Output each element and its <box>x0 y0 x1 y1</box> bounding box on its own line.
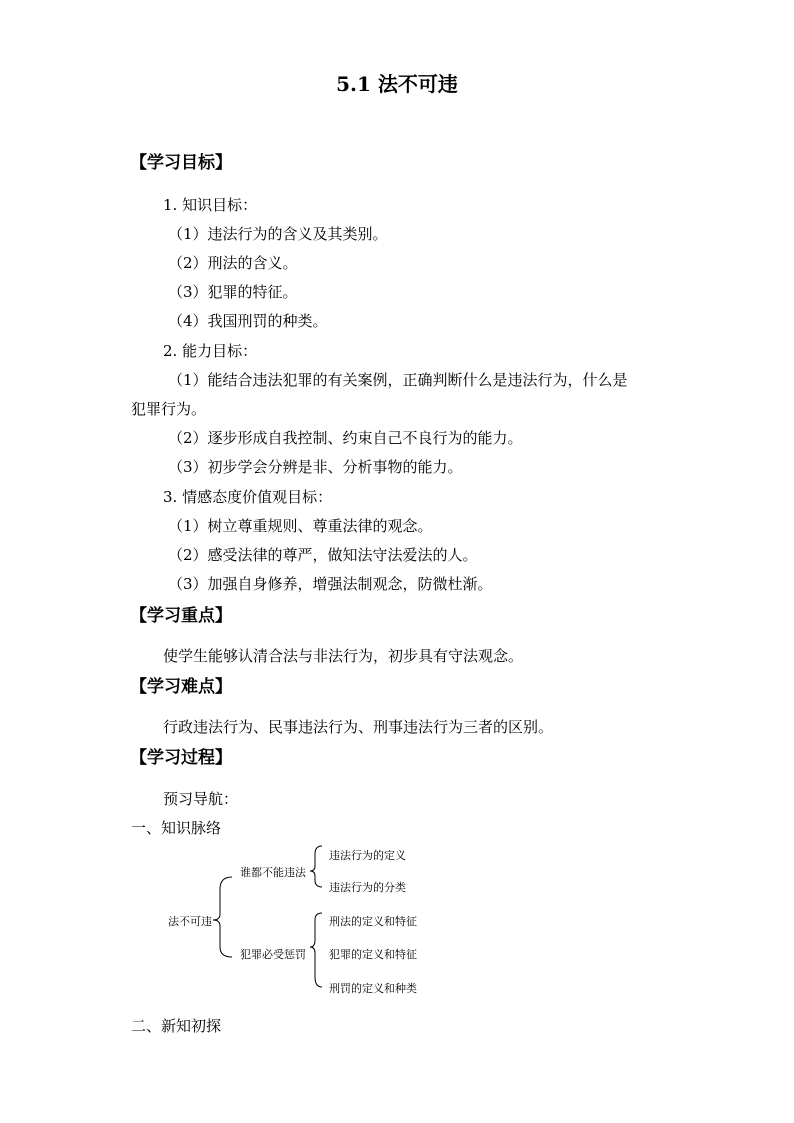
ability-objective-item: （2）逐步形成自我控制、约束自己不良行为的能力。 <box>168 429 523 447</box>
brace-root <box>213 877 232 957</box>
diagram-leaf-node: 刑法的定义和特征 <box>329 915 417 928</box>
preview-guide-label: 预习导航： <box>163 790 239 808</box>
knowledge-outline-diagram <box>0 840 794 1010</box>
page-title: 5.1 法不可违 <box>336 72 458 96</box>
knowledge-objective-item: （3）犯罪的特征。 <box>168 283 298 301</box>
diagram-root-node: 法不可违 <box>168 915 212 928</box>
knowledge-objective-item: （2）刑法的含义。 <box>168 254 298 272</box>
ability-objective-item: （3）初步学会分辨是非、分析事物的能力。 <box>168 458 463 476</box>
emotion-objective-title: 3. 情感态度价值观目标： <box>163 488 333 506</box>
emotion-objective-item: （2）感受法律的尊严，做知法守法爱法的人。 <box>168 546 478 564</box>
section-heading-key-points: 【学习重点】 <box>130 606 232 626</box>
diagram-branch-node: 谁都不能违法 <box>240 866 306 879</box>
brace-branch2 <box>310 913 322 987</box>
section-heading-process: 【学习过程】 <box>130 748 232 768</box>
section-heading-difficulties: 【学习难点】 <box>130 677 232 697</box>
key-points-text: 使学生能够认清合法与非法行为，初步具有守法观念。 <box>163 647 524 665</box>
diagram-leaf-node: 刑罚的定义和种类 <box>329 982 417 995</box>
knowledge-objective-title: 1. 知识目标： <box>163 196 258 214</box>
diagram-leaf-node: 违法行为的定义 <box>329 849 406 862</box>
knowledge-objective-item: （1）违法行为的含义及其类别。 <box>168 225 388 243</box>
ability-objective-title: 2. 能力目标： <box>163 342 258 360</box>
new-knowledge-heading: 二、新知初探 <box>131 1017 222 1035</box>
diagram-leaf-node: 犯罪的定义和特征 <box>329 948 417 961</box>
emotion-objective-item: （3）加强自身修养，增强法制观念，防微杜渐。 <box>168 575 493 593</box>
emotion-objective-item: （1）树立尊重规则、尊重法律的观念。 <box>168 517 433 535</box>
section-heading-objectives: 【学习目标】 <box>130 153 232 173</box>
knowledge-objective-item: （4）我国刑罚的种类。 <box>168 312 328 330</box>
ability-objective-item: （1）能结合违法犯罪的有关案例，正确判断什么是违法行为，什么是 <box>168 371 628 389</box>
knowledge-outline-heading: 一、知识脉络 <box>131 819 222 837</box>
ability-objective-item-continued: 犯罪行为。 <box>131 400 207 418</box>
difficulties-text: 行政违法行为、民事违法行为、刑事违法行为三者的区别。 <box>163 718 554 736</box>
diagram-leaf-node: 违法行为的分类 <box>329 881 406 894</box>
brace-branch1 <box>310 846 322 887</box>
diagram-branch-node: 犯罪必受惩罚 <box>240 948 306 961</box>
